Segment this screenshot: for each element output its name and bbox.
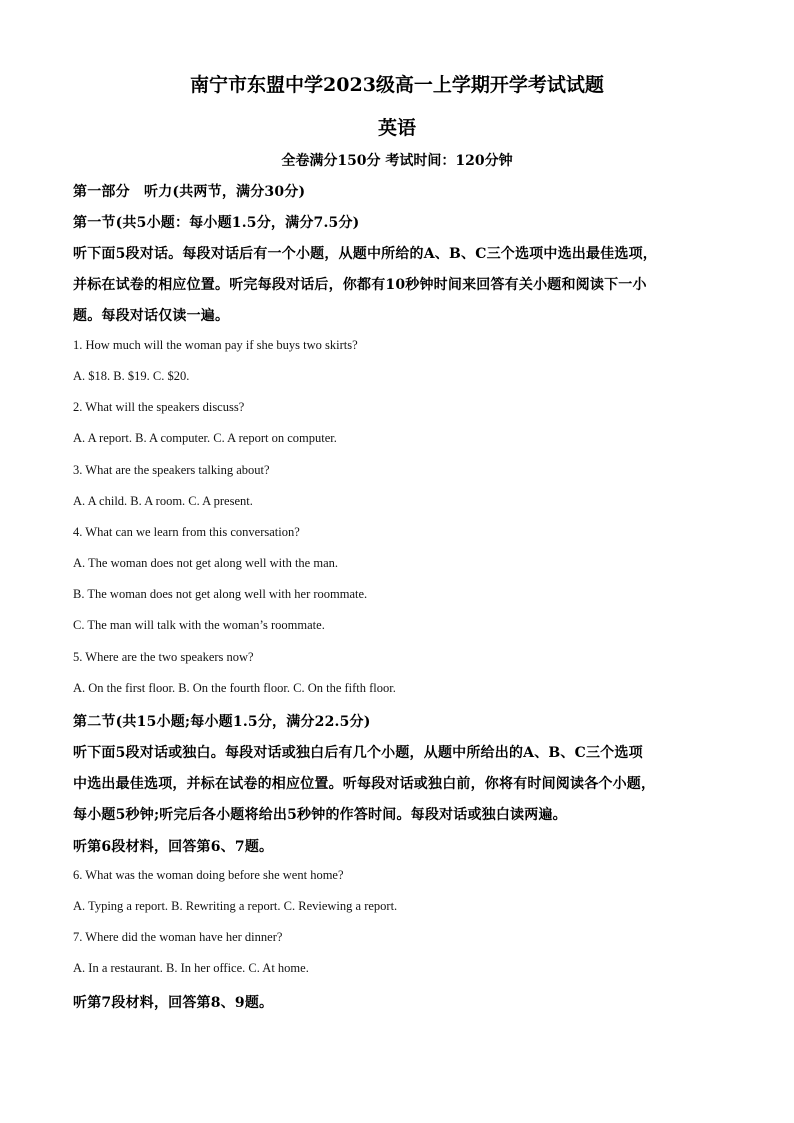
section2-instructions-line: 每小题5秒钟;听完后各小题将给出5秒钟的作答时间。每段对话或独白读两遍。 bbox=[73, 807, 567, 823]
question-3: 3. What are the speakers talking about? bbox=[73, 463, 270, 477]
question-2: 2. What will the speakers discuss? bbox=[73, 400, 245, 414]
material-7-heading: 听第7段材料，回答第8、9题。 bbox=[73, 995, 274, 1011]
question-4-option-b: B. The woman does not get along well with her roommate. bbox=[73, 587, 368, 601]
exam-info: 全卷满分150分 考试时间：120分钟 bbox=[281, 153, 513, 169]
section2-heading: 第二节(共15小题;每小题1.5分，满分22.5分) bbox=[73, 714, 371, 730]
section2-instructions-line: 听下面5段对话或独白。每段对话或独白后有几个小题，从题中所给出的A、B、C三个选项 bbox=[73, 745, 643, 761]
part1-heading: 第一部分 听力(共两节，满分30分) bbox=[73, 184, 306, 200]
question-7: 7. Where did the woman have her dinner? bbox=[73, 930, 283, 944]
question-4-option-c: C. The man will talk with the woman’s roommate. bbox=[73, 618, 325, 632]
section2-instructions-line: 中选出最佳选项，并标在试卷的相应位置。听每段对话或独白前，你将有时间阅读各个小题， bbox=[73, 776, 656, 792]
question-5: 5. Where are the two speakers now? bbox=[73, 650, 254, 664]
material-6-heading: 听第6段材料，回答第6、7题。 bbox=[73, 839, 274, 855]
subject-title: 英语 bbox=[377, 117, 416, 139]
question-5-options: A. On the first floor. B. On the fourth floor. C. On the fifth floor. bbox=[73, 681, 396, 695]
section1-instructions-line: 并标在试卷的相应位置。听完每段对话后，你都有10秒钟时间来回答有关小题和阅读下一小 bbox=[73, 277, 647, 293]
section1-instructions-line: 听下面5段对话。每段对话后有一个小题，从题中所给的A、B、C三个选项中选出最佳选项， bbox=[73, 246, 657, 262]
question-6-options: A. Typing a report. B. Rewriting a report. C. Reviewing a report. bbox=[73, 899, 398, 913]
question-1-options: A. $18. B. $19. C. $20. bbox=[73, 369, 190, 383]
question-6: 6. What was the woman doing before she went home? bbox=[73, 868, 344, 882]
section1-instructions-line: 题。每段对话仅读一遍。 bbox=[73, 308, 230, 324]
section1-heading: 第一节(共5小题：每小题1.5分，满分7.5分) bbox=[73, 215, 360, 231]
exam-title: 南宁市东盟中学2023级高一上学期开学考试试题 bbox=[190, 74, 604, 96]
question-2-options: A. A report. B. A computer. C. A report on computer. bbox=[73, 431, 337, 445]
question-3-options: A. A child. B. A room. C. A present. bbox=[73, 494, 253, 508]
question-7-options: A. In a restaurant. B. In her office. C. At home. bbox=[73, 961, 309, 975]
question-4: 4. What can we learn from this conversation? bbox=[73, 525, 300, 539]
question-1: 1. How much will the woman pay if she buys two skirts? bbox=[73, 338, 358, 352]
question-4-option-a: A. The woman does not get along well with the man. bbox=[73, 556, 338, 570]
